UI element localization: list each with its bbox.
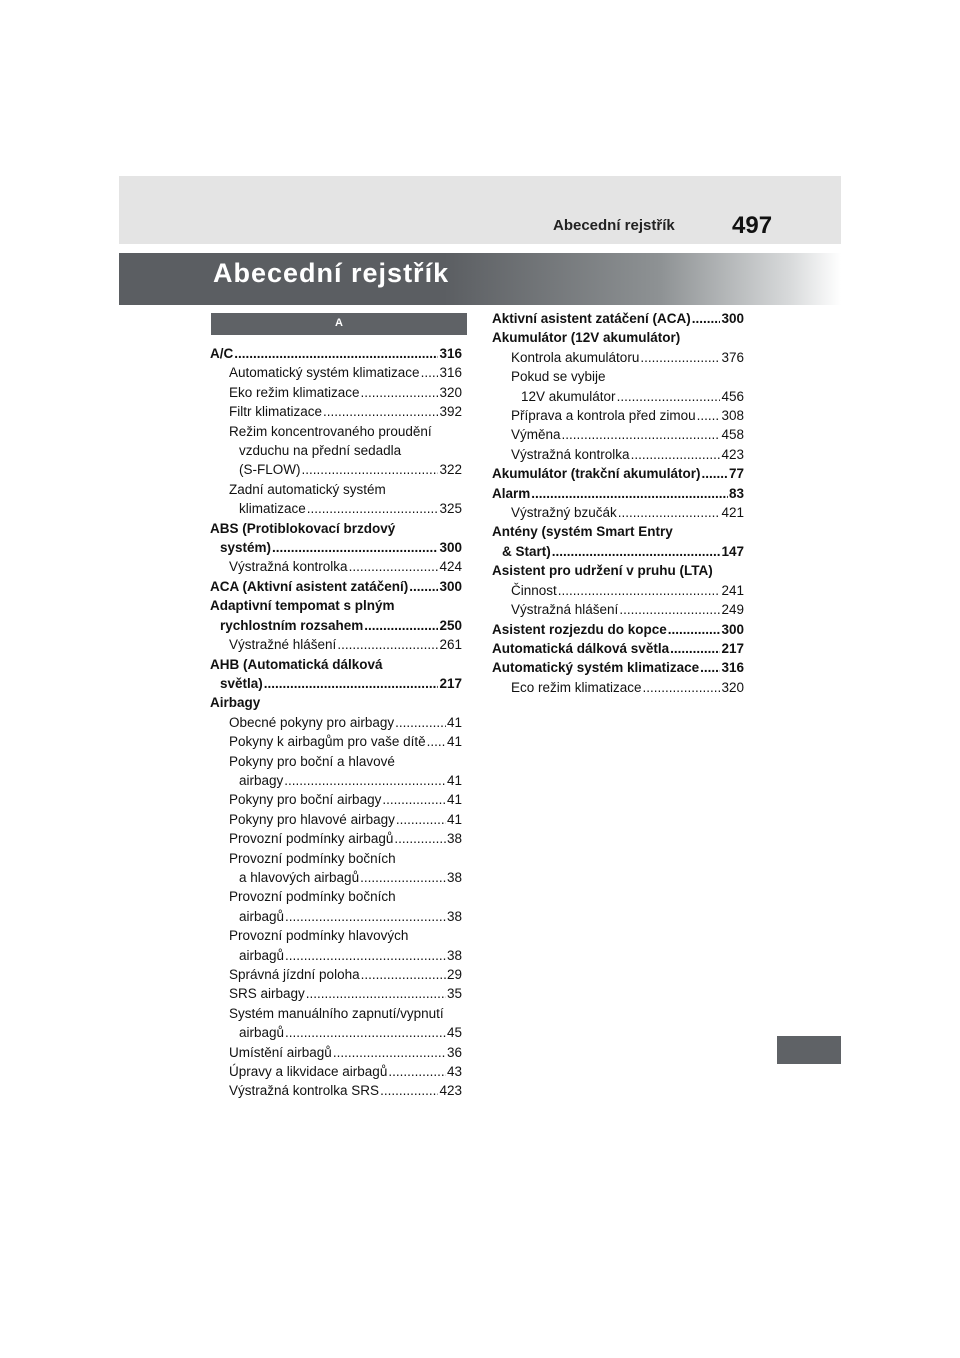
- dot-leader: [388, 1062, 446, 1081]
- dot-leader: [619, 600, 720, 619]
- dot-leader: [421, 363, 439, 382]
- index-page-ref: 325: [439, 501, 462, 517]
- index-entry: [210, 596, 462, 635]
- dot-leader: [668, 620, 721, 639]
- dot-leader: [552, 542, 721, 561]
- index-entry-text: & Start): [502, 543, 551, 559]
- dot-leader: [702, 464, 728, 483]
- index-entry-text: airbagů: [239, 908, 285, 924]
- index-entry-text: systém): [220, 540, 272, 556]
- index-page-ref: 308: [721, 408, 744, 424]
- index-entry-text: airbagů: [239, 1025, 285, 1041]
- index-entry-text: Výměna: [511, 427, 561, 443]
- index-page-ref: 423: [439, 1083, 462, 1099]
- index-entry: [210, 557, 462, 576]
- index-entry-text: Eko režim klimatizace: [229, 384, 360, 400]
- index-entry-text: Asistent rozjezdu do kopce: [492, 621, 667, 637]
- index-entry-text: Automatický systém klimatizace: [492, 660, 700, 676]
- index-entry-text: Výstražné hlášení: [229, 637, 337, 653]
- index-page-ref: 320: [721, 679, 744, 695]
- index-entry-text: Pokyny pro boční a hlavové: [229, 753, 395, 769]
- index-entry-text: Automatická dálková světla: [492, 640, 670, 656]
- index-entry-text: airbagy: [239, 772, 284, 788]
- index-page-ref: 41: [446, 792, 462, 808]
- index-entry-text: a hlavových airbagů: [239, 869, 360, 885]
- index-entry: [210, 635, 462, 654]
- dot-leader: [700, 658, 720, 677]
- index-entry: [492, 406, 744, 425]
- dot-leader: [618, 503, 721, 522]
- index-entry-text: Airbagy: [210, 695, 261, 711]
- index-entry: [210, 790, 462, 809]
- dot-leader: [361, 383, 439, 402]
- index-page-ref: 41: [446, 772, 462, 788]
- dot-leader: [333, 1043, 446, 1062]
- index-entry: [492, 328, 744, 347]
- index-page-ref: 217: [721, 640, 744, 656]
- dot-leader: [284, 771, 446, 790]
- dot-leader: [360, 868, 446, 887]
- dot-leader: [285, 946, 446, 965]
- index-page-ref: 83: [728, 485, 744, 501]
- index-entry: [492, 445, 744, 464]
- index-page-ref: 77: [728, 466, 744, 482]
- index-entry: [492, 309, 744, 328]
- index-page-ref: 421: [721, 505, 744, 521]
- index-entry-text: Provozní podmínky bočních: [229, 889, 396, 905]
- index-entry: [210, 887, 462, 926]
- index-entry: [210, 810, 462, 829]
- index-page-ref: 41: [446, 714, 462, 730]
- dot-leader: [396, 810, 446, 829]
- index-entry: [210, 577, 462, 596]
- index-page-ref: 38: [446, 908, 462, 924]
- index-page-ref: 300: [721, 311, 744, 326]
- index-entry: [210, 402, 462, 421]
- index-page-ref: 300: [721, 621, 744, 637]
- index-entry-text: ABS (Protiblokovací brzdový: [210, 520, 396, 536]
- index-column-right: [492, 309, 744, 697]
- index-entry: [492, 639, 744, 658]
- dot-leader: [285, 907, 446, 926]
- page-number: 497: [732, 212, 773, 239]
- index-entry-text: Úpravy a likvidace airbagů: [229, 1064, 388, 1080]
- index-page-ref: 392: [439, 404, 462, 420]
- index-page-ref: 423: [721, 446, 744, 462]
- index-page-ref: 36: [446, 1044, 462, 1060]
- index-entry-text: Výstražný bzučák: [511, 505, 617, 521]
- index-page-ref: 316: [439, 346, 462, 361]
- index-page-ref: 41: [446, 734, 462, 750]
- index-page-ref: 147: [721, 543, 744, 559]
- index-entry-text: Výstražná hlášení: [511, 602, 619, 618]
- dot-leader: [306, 984, 446, 1003]
- dot-leader: [558, 581, 721, 600]
- index-entry-text: Automatický systém klimatizace: [229, 365, 420, 381]
- index-entry-text: rychlostním rozsahem: [220, 617, 364, 633]
- index-entry-text: (S-FLOW): [239, 462, 301, 478]
- index-entry: [210, 655, 462, 694]
- dot-leader: [427, 732, 446, 751]
- dot-leader: [361, 965, 446, 984]
- index-page-ref: 320: [439, 384, 462, 400]
- index-entry-text: Správná jízdní poloha: [229, 967, 360, 982]
- index-entry-text: Činnost: [511, 582, 557, 598]
- dot-leader: [234, 344, 438, 363]
- index-entry-text: Obecné pokyny pro airbagy: [229, 714, 395, 730]
- index-entry: [210, 752, 462, 791]
- index-entry-text: Antény (systém Smart Entry: [492, 524, 673, 540]
- index-entry: [210, 732, 462, 751]
- index-entry: [210, 984, 462, 1003]
- dot-leader: [531, 484, 728, 503]
- index-entry-text: Režim koncentrovaného proudění: [229, 423, 432, 439]
- index-entry-text: Pokud se vybije: [511, 369, 606, 385]
- index-entry-text: Provozní podmínky bočních: [229, 850, 396, 866]
- dot-leader: [617, 387, 721, 406]
- index-page-ref: 41: [446, 811, 462, 827]
- dot-leader: [307, 499, 439, 518]
- index-page-ref: 300: [439, 540, 462, 556]
- index-entry: [210, 1043, 462, 1062]
- index-page-ref: 376: [721, 349, 744, 365]
- page-title: Abecední rejstřík: [213, 258, 450, 288]
- index-entry-text: Výstražná kontrolka: [229, 559, 348, 575]
- index-entry: [492, 581, 744, 600]
- dot-leader: [272, 538, 438, 557]
- index-entry-text: Aktivní asistent zatáčení (ACA): [492, 311, 691, 326]
- index-entry-text: 12V akumulátor: [521, 388, 616, 404]
- index-page-ref: 29: [446, 967, 462, 982]
- index-page-ref: 300: [439, 578, 462, 594]
- chapter-side-tab: [777, 1036, 841, 1064]
- index-page-ref: 261: [439, 637, 462, 653]
- index-page-ref: 241: [721, 582, 744, 598]
- index-entry: [492, 678, 744, 697]
- index-entry: [210, 693, 462, 712]
- index-entry: [492, 348, 744, 367]
- index-entry-text: Výstražná kontrolka SRS: [229, 1083, 380, 1099]
- index-page-ref: 458: [721, 427, 744, 443]
- dot-leader: [562, 425, 721, 444]
- index-page-ref: 316: [439, 365, 462, 381]
- index-entry-text: Provozní podmínky hlavových: [229, 928, 409, 944]
- index-column-left: [210, 344, 462, 1101]
- index-entry-text: Kontrola akumulátoru: [511, 349, 640, 365]
- index-entry: [210, 363, 462, 382]
- dot-leader: [364, 616, 438, 635]
- index-entry-text: Eco režim klimatizace: [511, 679, 642, 695]
- index-entry-text: airbagů: [239, 947, 285, 963]
- index-entry: [210, 422, 462, 480]
- dot-leader: [302, 460, 439, 479]
- index-entry: [210, 849, 462, 888]
- index-entry: [210, 1062, 462, 1081]
- dot-leader: [285, 1023, 446, 1042]
- index-page-ref: 424: [439, 559, 462, 575]
- index-entry-text: Akumulátor (trakční akumulátor): [492, 466, 701, 482]
- dot-leader: [394, 829, 446, 848]
- index-entry-text: Pokyny pro boční airbagy: [229, 792, 382, 808]
- index-entry: [210, 829, 462, 848]
- index-entry-text: Asistent pro udržení v pruhu (LTA): [492, 563, 713, 579]
- index-entry-text: Pokyny pro hlavové airbagy: [229, 811, 395, 827]
- index-page-ref: 322: [439, 462, 462, 478]
- index-page-ref: 250: [439, 617, 462, 633]
- dot-leader: [409, 577, 438, 596]
- dot-leader: [323, 402, 438, 421]
- index-entry: [210, 1004, 462, 1043]
- index-entry-text: Příprava a kontrola před zimou: [511, 408, 696, 424]
- index-entry-text: Filtr klimatizace: [229, 404, 323, 420]
- index-entry-text: Pokyny k airbagům pro vaše dítě: [229, 734, 426, 750]
- index-entry: [210, 344, 462, 363]
- index-entry-text: Výstražná kontrolka: [511, 446, 630, 462]
- index-entry: [210, 519, 462, 558]
- index-entry-text: A/C: [210, 346, 234, 361]
- index-entry: [492, 600, 744, 619]
- index-entry-text: Alarm: [492, 485, 531, 501]
- index-entry-text: klimatizace: [239, 501, 306, 517]
- index-page-ref: 456: [721, 388, 744, 404]
- dot-leader: [670, 639, 720, 658]
- index-entry: [492, 522, 744, 561]
- index-entry-text: Akumulátor (12V akumulátor): [492, 330, 681, 346]
- dot-leader: [631, 445, 721, 464]
- index-entry-text: Provozní podmínky airbagů: [229, 831, 394, 847]
- dot-leader: [395, 713, 446, 732]
- dot-leader: [640, 348, 720, 367]
- section-letter: A: [335, 317, 343, 329]
- index-entry-text: Umístění airbagů: [229, 1044, 332, 1060]
- section-letter-bar: [211, 313, 467, 335]
- index-entry: [210, 480, 462, 519]
- dot-leader: [692, 309, 721, 328]
- index-entry: [492, 503, 744, 522]
- index-entry: [210, 926, 462, 965]
- index-page-ref: 45: [446, 1025, 462, 1041]
- index-entry-text: AHB (Automatická dálková: [210, 656, 383, 672]
- index-page-ref: 217: [439, 675, 462, 691]
- index-page-ref: 38: [446, 869, 462, 885]
- dot-leader: [697, 406, 721, 425]
- dot-leader: [382, 790, 446, 809]
- index-page-ref: 43: [446, 1064, 462, 1080]
- index-entry: [210, 713, 462, 732]
- dot-leader: [337, 635, 438, 654]
- running-header-title: Abecední rejstřík: [553, 217, 675, 234]
- dot-leader: [380, 1081, 438, 1100]
- index-page-ref: 316: [721, 660, 744, 676]
- index-entry-text: vzduchu na přední sedadla: [239, 443, 402, 459]
- index-entry: [210, 1081, 462, 1100]
- dot-leader: [643, 678, 721, 697]
- index-page-ref: 249: [721, 602, 744, 618]
- index-entry: [492, 367, 744, 406]
- index-entry: [492, 464, 744, 483]
- index-entry: [210, 383, 462, 402]
- index-entry-text: Zadní automatický systém: [229, 481, 386, 497]
- index-entry: [492, 425, 744, 444]
- index-entry: [210, 965, 462, 984]
- index-page-ref: 38: [446, 831, 462, 847]
- index-entry: [492, 620, 744, 639]
- index-entry: [492, 484, 744, 503]
- index-entry-text: SRS airbagy: [229, 986, 305, 1002]
- dot-leader: [349, 557, 439, 576]
- index-entry-text: Adaptivní tempomat s plným: [210, 598, 395, 614]
- title-band: [119, 253, 841, 305]
- dot-leader: [264, 674, 439, 693]
- index-page-ref: 35: [446, 986, 462, 1002]
- index-entry-text: ACA (Aktivní asistent zatáčení): [210, 578, 409, 594]
- index-entry-text: Systém manuálního zapnutí/vypnutí: [229, 1005, 444, 1021]
- index-entry: [492, 658, 744, 677]
- index-entry-text: světla): [220, 675, 263, 691]
- index-entry: [492, 561, 744, 580]
- index-page-ref: 38: [446, 947, 462, 963]
